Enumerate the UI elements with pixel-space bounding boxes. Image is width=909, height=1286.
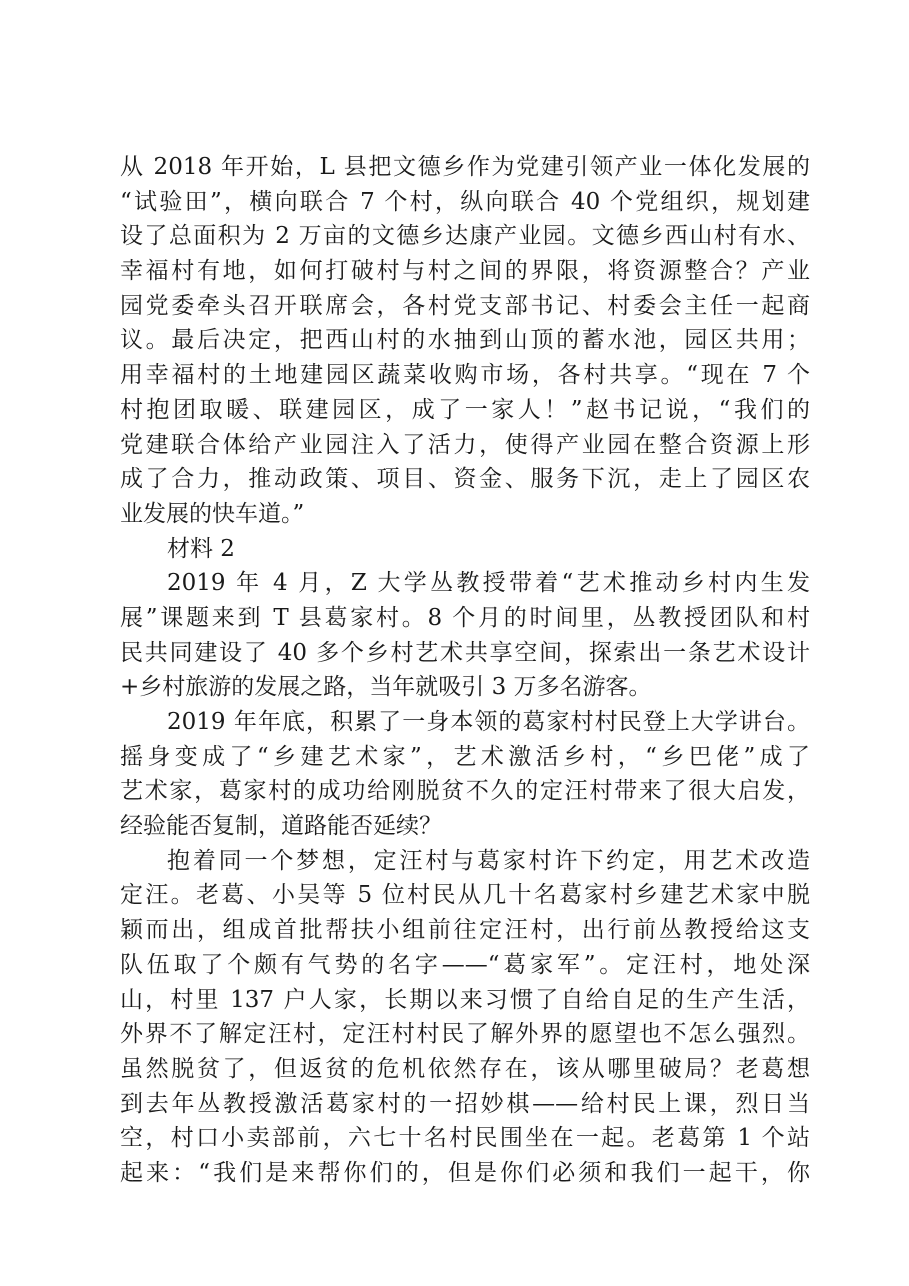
text-line: 村抱团取暖、联建园区，成了一家人！”赵书记说，“我们的 <box>120 396 810 423</box>
text-line: 2019 年年底，积累了一身本领的葛家村村民登上大学讲台。 <box>167 709 810 735</box>
text-line: 虽然脱贫了，但返贫的危机依然存在，该从哪里破局？老葛想 <box>120 1055 810 1082</box>
text-line: 山，村里 137 户人家，长期以来习惯了自给自足的生产生活， <box>120 986 810 1013</box>
text-line: 定汪。老葛、小吴等 5 位村民从几十名葛家村乡建艺术家中脱 <box>120 882 810 909</box>
text-line: 民共同建设了 40 多个乡村艺术共享空间，探索出一条艺术设计 <box>120 639 810 666</box>
text-line: “试验田”，横向联合 7 个村，纵向联合 40 个党组织，规划建 <box>120 188 810 215</box>
text-line: 空，村口小卖部前，六七十名村民围坐在一起。老葛第 1 个站 <box>120 1125 810 1152</box>
text-line: 颖而出，组成首批帮扶小组前往定汪村，出行前丛教授给这支 <box>120 917 810 944</box>
text-line: 材料 2 <box>167 535 235 562</box>
text-line: 成了合力，推动政策、项目、资金、服务下沉，走上了园区农 <box>120 466 810 493</box>
text-line: 议。最后决定，把西山村的水抽到山顶的蓄水池，园区共用； <box>120 327 810 354</box>
text-line: 经验能否复制，道路能否延续？ <box>120 813 442 840</box>
text-line: +乡村旅游的发展之路，当年就吸引 3 万多名游客。 <box>120 674 652 701</box>
text-line: 摇身变成了“乡建艺术家”，艺术激活乡村，“乡巴佬”成了 <box>120 743 810 770</box>
text-line: 外界不了解定汪村，定汪村村民了解外界的愿望也不怎么强烈。 <box>120 1021 810 1048</box>
text-line: 展”课题来到 T 县葛家村。8 个月的时间里，丛教授团队和村 <box>120 604 810 631</box>
text-line: 2019 年 4 月，Z 大学丛教授带着“艺术推动乡村内生发 <box>167 570 810 597</box>
text-line: 艺术家，葛家村的成功给刚脱贫不久的定汪村带来了很大启发， <box>120 778 810 805</box>
text-line: 用幸福村的土地建园区蔬菜收购市场，各村共享。“现在 7 个 <box>120 362 810 389</box>
text-line: 抱着同一个梦想，定汪村与葛家村许下约定，用艺术改造 <box>167 847 810 874</box>
text-line: 园党委牵头召开联席会，各村党支部书记、村委会主任一起商 <box>120 292 810 319</box>
text-line: 从 2018 年开始，L 县把文德乡作为党建引领产业一体化发展的 <box>120 154 810 180</box>
text-line: 队伍取了个颇有气势的名字——“葛家军”。定汪村，地处深 <box>120 951 810 978</box>
text-line: 业发展的快车道。” <box>120 500 305 527</box>
document-body <box>120 150 810 1191</box>
text-line: 幸福村有地，如何打破村与村之间的界限，将资源整合？产业 <box>120 258 810 285</box>
text-line: 起来：“我们是来帮你们的，但是你们必须和我们一起干，你 <box>120 1159 810 1186</box>
text-line: 到去年丛教授激活葛家村的一招妙棋——给村民上课，烈日当 <box>120 1090 810 1117</box>
text-line: 设了总面积为 2 万亩的文德乡达康产业园。文德乡西山村有水、 <box>120 223 810 250</box>
text-line: 党建联合体给产业园注入了活力，使得产业园在整合资源上形 <box>120 431 810 458</box>
